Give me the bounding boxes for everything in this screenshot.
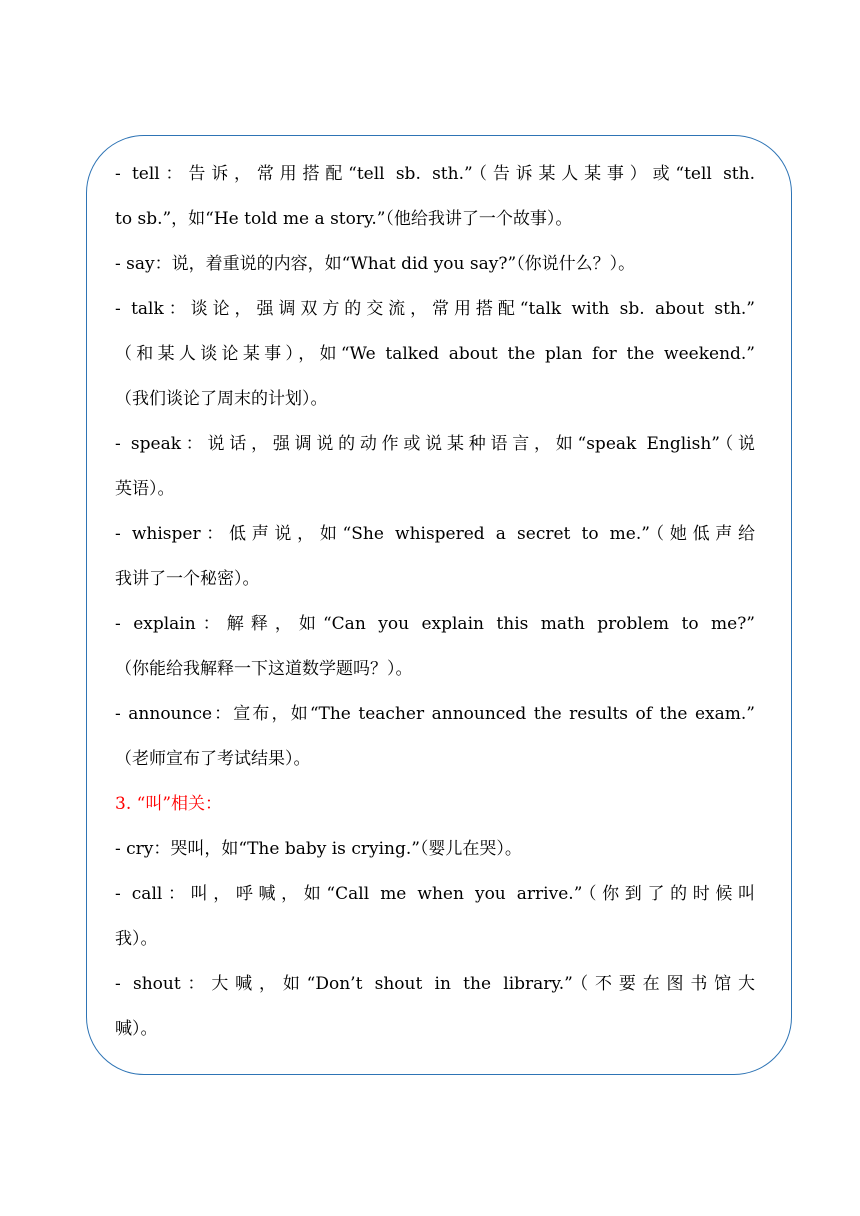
document-content [115, 152, 755, 1052]
text-line: 我讲了一个秘密）。 [115, 569, 260, 589]
text-line: - explain：解释，如“Can you explain this math problem to me?” [115, 614, 755, 634]
section-heading: 3. “叫”相关： [115, 794, 223, 814]
text-line: - announce：宣布，如“The teacher announced the results of the exam.” [115, 704, 755, 724]
text-line: （你能给我解释一下这道数学题吗？）。 [115, 659, 413, 679]
text-line: - speak：说话，强调说的动作或说某种语言，如“speak English”（说 [115, 434, 755, 454]
text-line: - call：叫，呼喊，如“Call me when you arrive.”（你到了的时候叫 [115, 884, 755, 904]
text-line: - say：说，着重说的内容，如“What did you say?”（你说什么？）。 [115, 254, 636, 274]
text-line: 我）。 [115, 929, 158, 949]
text-line: - shout：大喊，如“Don’t shout in the library.”（不要在图书馆大 [115, 974, 755, 994]
text-line: - cry：哭叫，如“The baby is crying.”（婴儿在哭）。 [115, 839, 522, 859]
text-line: （我们谈论了周末的计划）。 [115, 389, 328, 409]
text-line: （和某人谈论某事），如“We talked about the plan for the weekend.” [115, 344, 755, 364]
text-line: to sb.”，如“He told me a story.”（他给我讲了一个故事）。 [115, 209, 573, 229]
text-line: 喊）。 [115, 1019, 158, 1039]
text-line: - tell：告诉，常用搭配“tell sb. sth.”（告诉某人某事）或“tell sth. [115, 164, 755, 184]
text-line: - whisper：低声说，如“She whispered a secret to me.”（她低声给 [115, 524, 755, 544]
text-line: - talk：谈论，强调双方的交流，常用搭配“talk with sb. about sth.” [115, 299, 755, 319]
text-line: 英语）。 [115, 479, 175, 499]
text-line: （老师宣布了考试结果）。 [115, 749, 311, 769]
